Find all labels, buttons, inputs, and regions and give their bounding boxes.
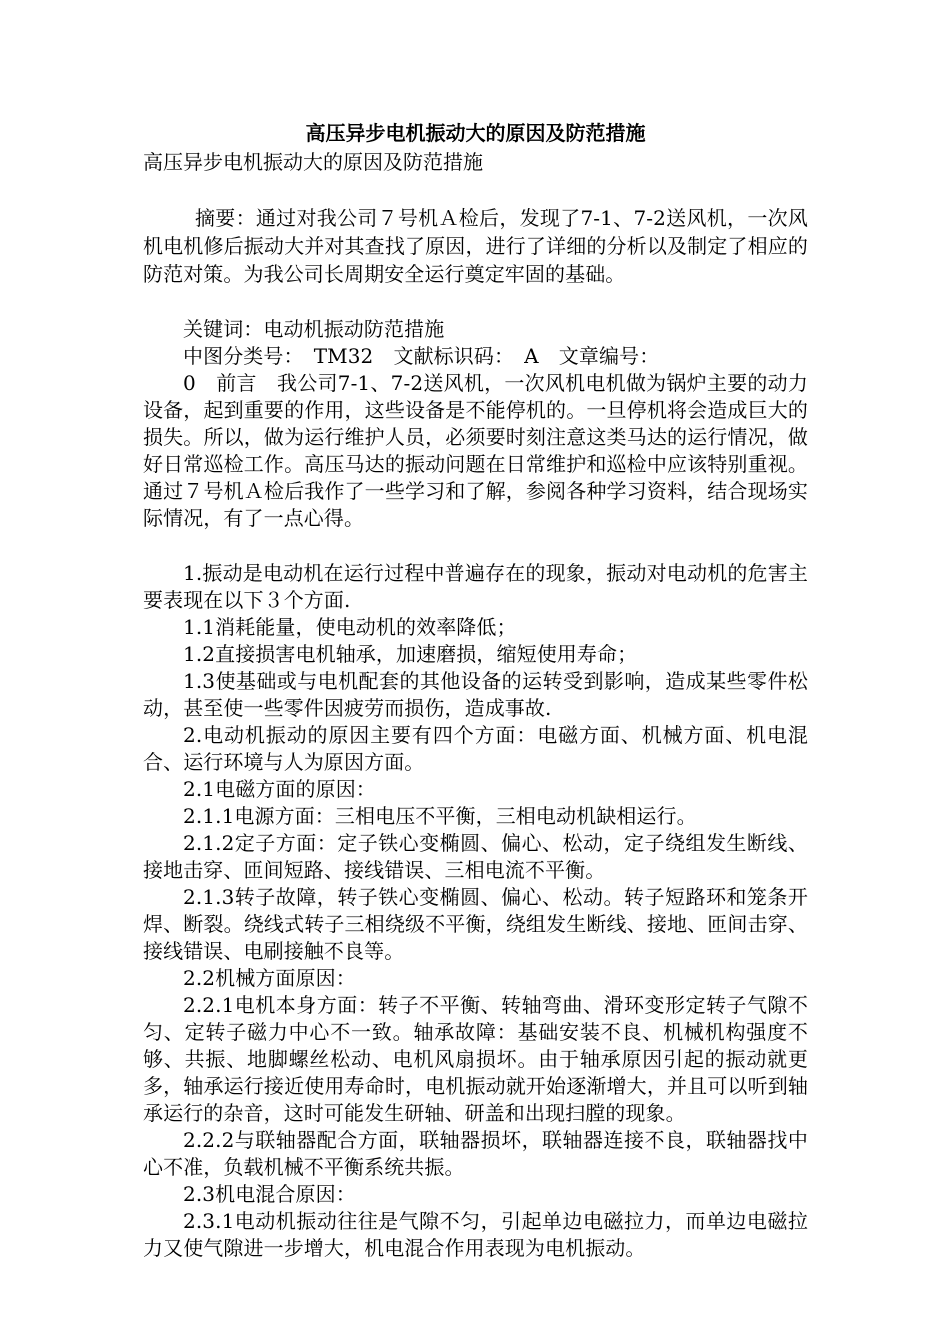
document-page [143,118,808,1262]
keywords: 关键词：电动机振动防范措施 [183,317,445,341]
paragraph-2-2: 2.2机械方面原因： [183,966,356,990]
document-subtitle: 高压异步电机振动大的原因及防范措施 [143,150,483,174]
paragraph-2-2-1: 2.2.1电机本身方面：转子不平衡、转轴弯曲、滑环变形定转子气隙不匀、定转子磁力中心不一致。轴承故障：基础安装不良、机械机构强度不够、共振、地脚螺丝松动、电机风扇损坏。由于轴承原因引起的振动就更多，轴承运行接近使用寿命时，电机振动就开始逐渐增大，并且可以听到轴承运行的杂音，这时可能发生研轴、研盖和出现扫膛的现象。 [143,993,808,1125]
document-title: 高压异步电机振动大的原因及防范措施 [305,121,646,145]
blank-line [143,532,808,560]
paragraph-2-1-2: 2.1.2定子方面：定子铁心变椭圆、偏心、松动，定子绕组发生断线、接地击穿、匝间短路、接线错误、三相电流不平衡。 [143,831,808,882]
paragraph-1-3: 1.3使基础或与电机配套的其他设备的运转受到影响，造成某些零件松动，甚至使一些零件因疲劳而损伤，造成事故. [143,669,808,720]
paragraph-1-1: 1.1消耗能量，使电动机的效率降低； [183,615,517,639]
paragraph-2-1-1: 2.1.1电源方面：三相电压不平衡，三相电动机缺相运行。 [183,804,697,828]
paragraph-2: 2.电动机振动的原因主要有四个方面：电磁方面、机械方面、机电混合、运行环境与人为原因方面。 [143,723,808,774]
abstract: 摘要：通过对我公司７号机Ａ检后，发现了7-1、7-2送风机，一次风机电机修后振动大并对其查找了原因，进行了详细的分析以及制定了相应的防范对策。为我公司长周期安全运行奠定牢固的基础。 [143,206,808,286]
paragraph-2-3: 2.3机电混合原因： [183,1182,356,1206]
paragraph-2-1: 2.1电磁方面的原因： [183,777,376,801]
classification-line: 中图分类号： TM32 文献标识码： A 文章编号： [183,344,660,368]
paragraph-2-3-1: 2.3.1电动机振动往往是气隙不匀，引起单边电磁拉力，而单边电磁拉力又使气隙进一步增大，机电混合作用表现为电机振动。 [143,1209,808,1260]
paragraph-2-1-3: 2.1.3转子故障，转子铁心变椭圆、偏心、松动。转子短路环和笼条开焊、断裂。绕线式转子三相绕级不平衡，绕组发生断线、接地、匝间击穿、接线错误、电刷接触不良等。 [143,885,808,963]
blank-line [143,288,808,316]
paragraph-1-2: 1.2直接损害电机轴承，加速磨损，缩短使用寿命； [183,642,638,666]
paragraph-2-2-2: 2.2.2与联轴器配合方面，联轴器损坏，联轴器连接不良，联轴器找中心不准，负载机械不平衡系统共振。 [143,1128,808,1179]
paragraph-1: 1.振动是电动机在运行过程中普遍存在的现象，振动对电动机的危害主要表现在以下３个方面. [143,561,808,612]
blank-line [143,176,808,204]
paragraph-intro: 0 前言 我公司7-1、7-2送风机，一次风机电机做为锅炉主要的动力设备，起到重要的作用，这些设备是不能停机的。一旦停机将会造成巨大的损失。所以，做为运行维护人员，必须要时刻注意这类马达的运行情况，做好日常巡检工作。高压马达的振动问题在日常维护和巡检中应该特别重视。通过７号机Ａ检后我作了一些学习和了解，参阅各种学习资料，结合现场实际情况，有了一点心得。 [143,371,808,530]
